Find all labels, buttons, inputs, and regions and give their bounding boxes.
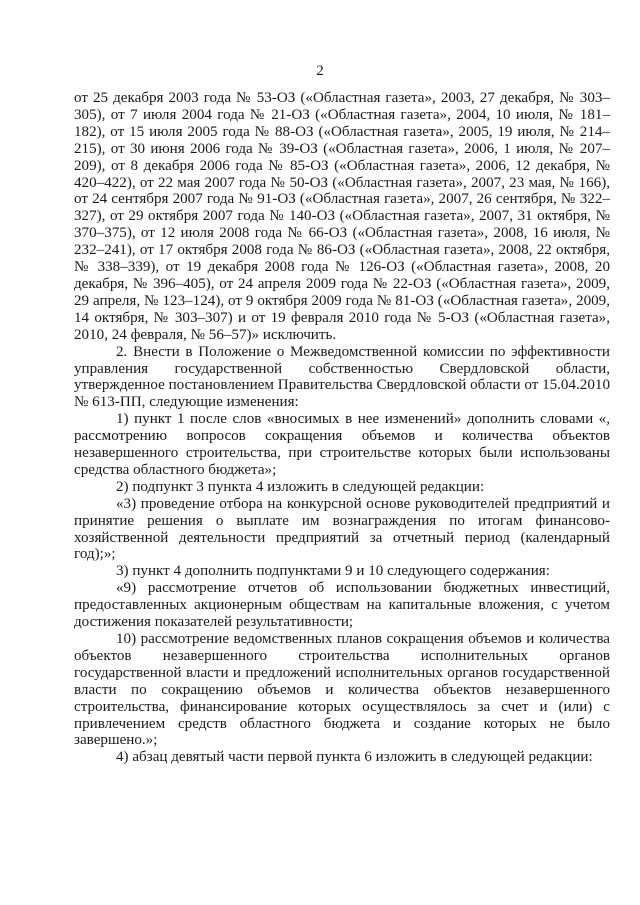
page-number: 2: [316, 63, 324, 79]
paragraph-item-2: 2. Внести в Положение о Межведомственной комиссии по эффективности управления государственной собственностью Свердловской области, утвержденное постановлением Правительства Свердловской области от 15.04.2010 № 613-ПП, следующие изменения:: [74, 343, 610, 411]
paragraph-quote-3: «3) проведение отбора на конкурсной основе руководителей предприятий и принятие решения о выплате им вознаграждения по итогам финансово-хозяйственной деятельности предприятий за отчетный период (календарный год);»;: [74, 495, 610, 563]
paragraph-subitem-2: 2) подпункт 3 пункта 4 изложить в следующей редакции:: [116, 478, 485, 495]
paragraph-amendment-list: от 25 декабря 2003 года № 53-ОЗ («Областная газета», 2003, 27 декабря, № 303–305), от 7 июля 2004 года № 21-ОЗ («Областная газета», 2004, 10 июля, № 181–182), от 15 июля 2005 года № 88-ОЗ («Областная газета», 2005, 19 июля, № 214–215), от 30 июня 2006 года № 39-ОЗ («Областная газета», 2006, 1 июля, № 207–209), от 8 декабря 2006 года № 85-ОЗ («Областная газета», 2006, 12 декабря, № 420–422), от 22 мая 2007 года № 50-ОЗ («Областная газета», 2007, 23 мая, № 166), от 24 сентября 2007 года № 91-ОЗ («Областная газета», 2007, 26 сентября, № 322–327), от 29 октября 2007 года № 140-ОЗ («Областная газета», 2007, 31 октября, № 370–375), от 12 июля 2008 года № 66-ОЗ («Областная газета», 2008, 16 июля, № 232–241), от 17 октября 2008 года № 86-ОЗ («Областная газета», 2008, 22 октября, № 338–339), от 19 декабря 2008 года № 126-ОЗ («Областная газета», 2008, 20 декабря, № 396–405), от 24 апреля 2009 года № 22-ОЗ («Областная газета», 2009, 29 апреля, № 123–124), от 9 октября 2009 года № 81-ОЗ («Областная газета», 2009, 14 октября, № 303–307) и от 19 февраля 2010 года № 5-ОЗ («Областная газета», 2010, 24 февраля, № 56–57)» исключить.: [74, 90, 610, 343]
paragraph-subitem-1: 1) пункт 1 после слов «вносимых в нее изменений» дополнить словами «, рассмотрению вопросов сокращения объемов и количества объектов незавершенного строительства, при строительстве которых были использованы средства областного бюджета»;: [74, 411, 610, 478]
paragraph-quote-10: 10) рассмотрение ведомственных планов сокращения объемов и количества объектов незавершенного строительства исполнительных органов государственной власти и предложений исполнительных органов государственной власти по сокращению объемов и количества объектов незавершенного строительства, финансирование которых осуществлялось за счет и (или) с привлечением средств областного бюджета и создание которых не было завершено.»;: [74, 631, 610, 749]
paragraph-subitem-4: 4) абзац девятый части первой пункта 6 изложить в следующей редакции:: [116, 749, 593, 766]
document-body: [74, 90, 610, 766]
paragraph-subitem-3: 3) пункт 4 дополнить подпунктами 9 и 10 следующего содержания:: [116, 563, 550, 580]
paragraph-quote-9: «9) рассмотрение отчетов об использовании бюджетных инвестиций, предоставленных акционерным обществам на капитальные вложения, с учетом достижения показателей результативности;: [74, 580, 610, 631]
